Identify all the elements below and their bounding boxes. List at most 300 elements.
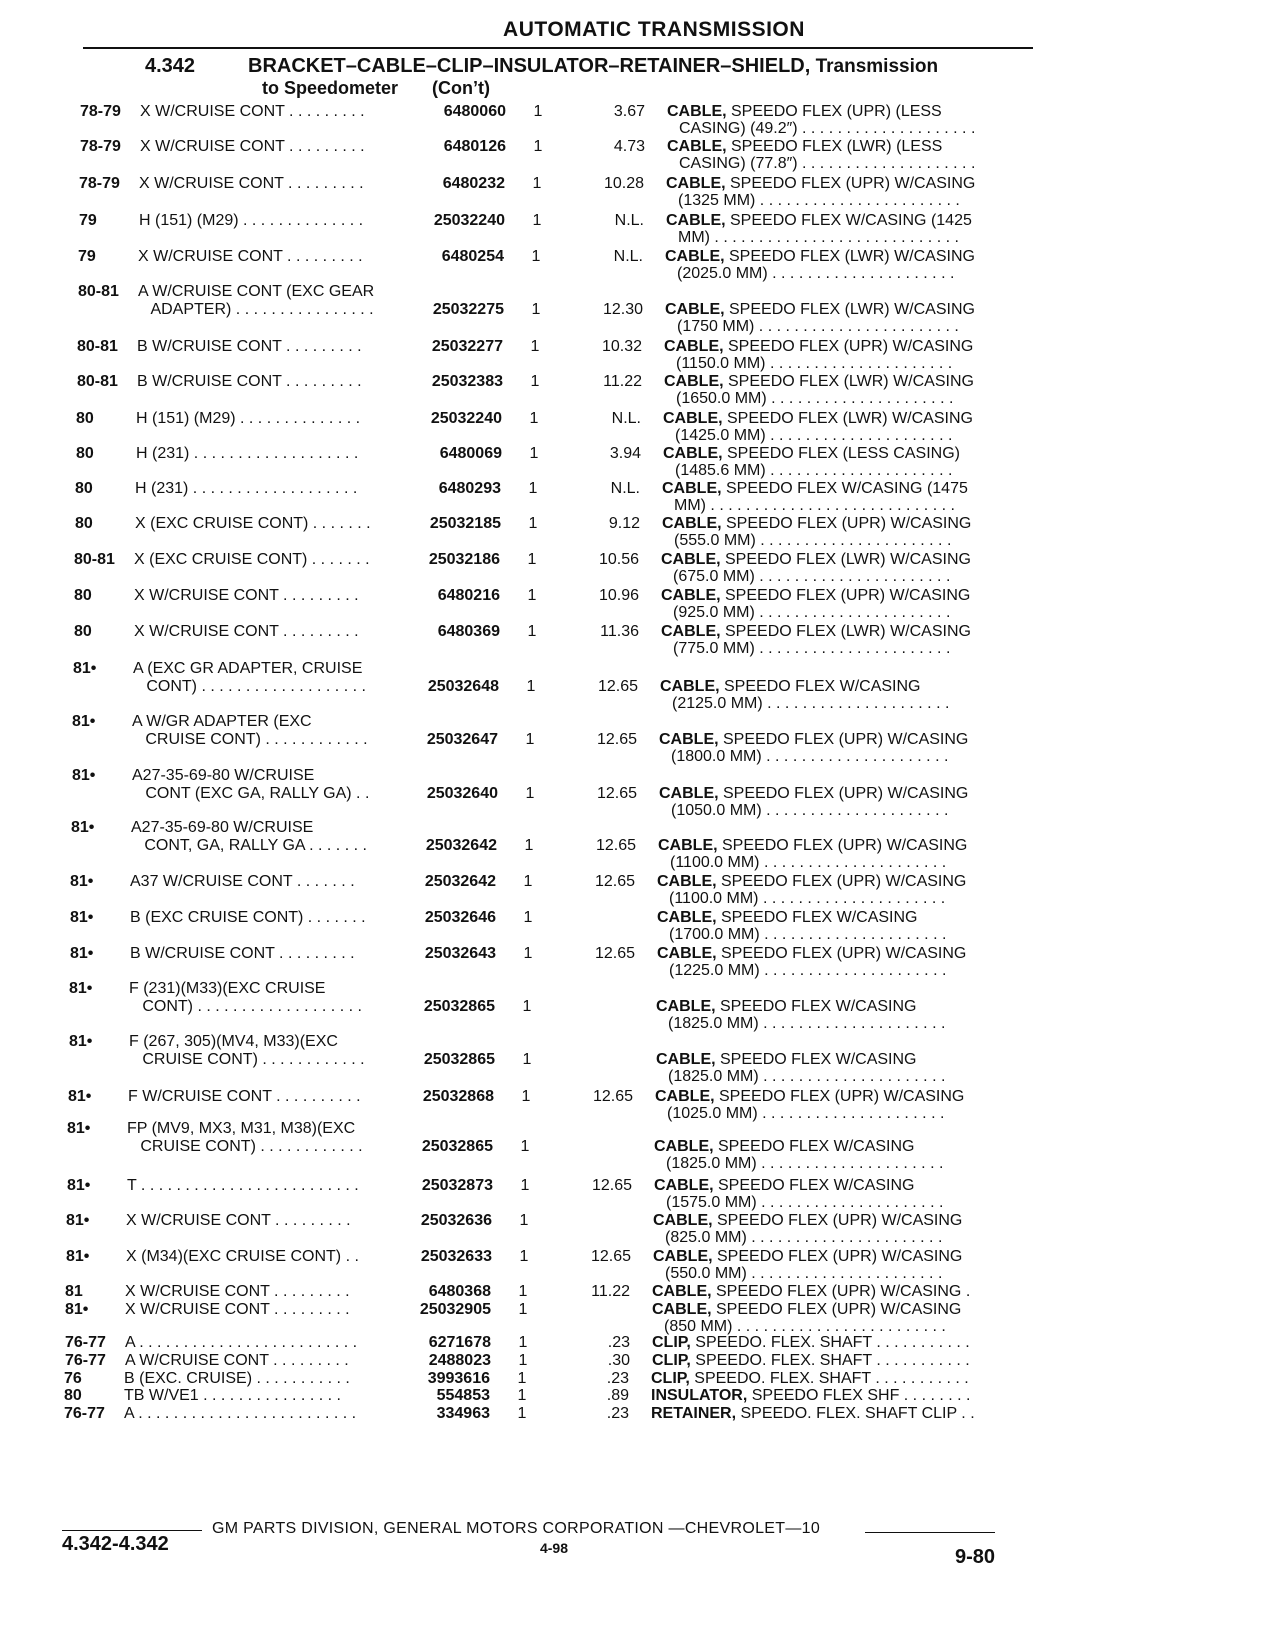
row-year: 81• <box>65 1301 89 1318</box>
row-description <box>666 175 975 193</box>
row-year: 76-77 <box>65 1334 106 1351</box>
row-application: X W/CRUISE CONT . . . . . . . . . <box>126 1212 351 1229</box>
row-description-text: (1825.0 MM) . . . . . . . . . . . . . . . . . . . . . <box>668 1015 946 1032</box>
row-application: CRUISE CONT) . . . . . . . . . . . . <box>127 1138 363 1155</box>
row-quantity: 1 <box>523 945 533 962</box>
row-part-number: 25032642 <box>425 837 497 854</box>
row-price: 12.65 <box>597 678 638 695</box>
row-part-name: CABLE, <box>661 587 721 604</box>
row-quantity: 1 <box>532 175 542 192</box>
row-description-text: (1150.0 MM) . . . . . . . . . . . . . . . . . . . . . <box>676 355 953 372</box>
row-description-text: (1825.0 MM) . . . . . . . . . . . . . . . . . . . . . <box>666 1155 944 1172</box>
row-price: 3.94 <box>609 445 641 462</box>
row-quantity: 1 <box>521 1088 531 1105</box>
row-description <box>661 623 971 641</box>
row-year: 79 <box>78 248 96 265</box>
row-description <box>659 731 968 749</box>
row-application: A . . . . . . . . . . . . . . . . . . . . . . . . . <box>125 1334 358 1351</box>
row-description <box>666 1194 943 1212</box>
row-description <box>651 1387 970 1405</box>
row-application: H (231) . . . . . . . . . . . . . . . . . . . <box>135 480 358 497</box>
row-description <box>676 390 953 408</box>
footer-publisher: GM PARTS DIVISION, GENERAL MOTORS CORPORATION —CHEVROLET—10 <box>212 1520 821 1537</box>
row-description <box>651 1405 975 1423</box>
row-application: A W/CRUISE CONT (EXC GEAR <box>138 283 375 300</box>
row-application: A W/CRUISE CONT . . . . . . . . . <box>125 1352 349 1369</box>
row-price: 12.65 <box>594 873 635 890</box>
row-description <box>657 945 966 963</box>
row-part-number: 25032642 <box>424 873 496 890</box>
row-description <box>676 355 952 373</box>
row-part-number: 6480369 <box>437 623 500 640</box>
row-description <box>666 212 972 230</box>
row-year: 81• <box>66 1212 90 1229</box>
row-part-number: 334963 <box>436 1405 490 1422</box>
row-year: 81• <box>68 1088 92 1105</box>
row-part-number: 6480216 <box>437 587 500 604</box>
row-part-number: 25032873 <box>421 1177 493 1194</box>
row-description-text: SPEEDO FLEX (UPR) (LESS <box>726 103 942 120</box>
row-quantity: 1 <box>518 1334 528 1351</box>
footer-rule-right <box>865 1532 995 1533</box>
row-part-number: 6480368 <box>428 1283 491 1300</box>
row-price: 11.36 <box>600 623 639 640</box>
row-year: 80 <box>64 1387 82 1404</box>
row-description <box>675 462 952 480</box>
row-description-text: (1100.0 MM) . . . . . . . . . . . . . . . . . . . . . <box>669 890 946 907</box>
row-description <box>666 1155 943 1173</box>
row-part-number: 25032185 <box>429 515 501 532</box>
row-part-number: 25032240 <box>430 410 502 427</box>
row-price: N.L. <box>614 212 644 229</box>
row-year: 81• <box>66 1248 90 1265</box>
row-part-name: CABLE, <box>653 1212 713 1229</box>
row-price: 12.65 <box>596 731 637 748</box>
row-description <box>671 748 948 766</box>
row-year: 76-77 <box>65 1352 106 1369</box>
row-application: B W/CRUISE CONT . . . . . . . . . <box>137 373 362 390</box>
row-description-text: SPEEDO FLEX (LESS CASING) <box>722 445 960 462</box>
row-description <box>654 1177 915 1195</box>
row-description-text: SPEEDO FLEX (LWR) (LESS <box>726 138 943 155</box>
row-part-number: 6480254 <box>441 248 504 265</box>
row-quantity: 1 <box>531 301 541 318</box>
row-part-name: CABLE, <box>667 103 727 120</box>
row-description-text: (2125.0 MM) . . . . . . . . . . . . . . . . . . . . . <box>672 695 950 712</box>
row-description <box>673 640 950 658</box>
row-description-text: SPEEDO FLEX (UPR) W/CASING <box>721 515 972 532</box>
row-description <box>665 248 975 266</box>
row-description-text: SPEEDO FLEX W/CASING (1475 <box>721 480 968 497</box>
row-part-name: CABLE, <box>667 138 727 155</box>
row-year: 78-79 <box>80 103 121 120</box>
row-part-name: CLIP, <box>652 1334 691 1351</box>
row-quantity: 1 <box>531 248 541 265</box>
row-description <box>653 1248 962 1266</box>
row-application: X W/CRUISE CONT . . . . . . . . . <box>138 248 363 265</box>
row-application: F (231)(M33)(EXC CRUISE <box>129 980 326 997</box>
row-application: F (267, 305)(MV4, M33)(EXC <box>129 1033 338 1050</box>
row-part-name: CABLE, <box>663 445 723 462</box>
row-description-text: SPEEDO FLEX (LWR) W/CASING <box>724 248 975 265</box>
row-description <box>678 192 960 210</box>
row-year: 81• <box>70 909 94 926</box>
row-price: 10.28 <box>603 175 644 192</box>
row-description <box>673 568 950 586</box>
row-application: FP (MV9, MX3, M31, M38)(EXC <box>127 1120 356 1137</box>
section-continued: (Con’t) <box>432 78 491 98</box>
row-year: 76-77 <box>64 1405 105 1422</box>
row-year: 78-79 <box>79 175 120 192</box>
row-quantity: 1 <box>517 1405 527 1422</box>
section-title-rest: Transmission <box>810 56 939 77</box>
row-description-text: SPEEDO FLEX (UPR) W/CASING <box>712 1212 963 1229</box>
row-part-number: 25032186 <box>428 551 500 568</box>
row-description <box>652 1283 970 1301</box>
row-price: 4.73 <box>613 138 645 155</box>
row-description-text: (1100.0 MM) . . . . . . . . . . . . . . . . . . . . . <box>670 854 947 871</box>
row-part-number: 25032640 <box>426 785 498 802</box>
row-description-text: SPEEDO FLEX (LWR) W/CASING <box>720 551 971 568</box>
row-description <box>656 998 917 1016</box>
row-description-text: (555.0 MM) . . . . . . . . . . . . . . . . . . . . . . <box>674 532 952 549</box>
row-description <box>669 962 946 980</box>
row-year: 78-79 <box>80 138 121 155</box>
row-year: 80 <box>75 515 93 532</box>
row-part-number: 25032277 <box>431 338 503 355</box>
row-application: X W/CRUISE CONT . . . . . . . . . <box>140 103 365 120</box>
row-application: X W/CRUISE CONT . . . . . . . . . <box>140 138 365 155</box>
row-description <box>674 497 955 515</box>
row-description <box>659 785 968 803</box>
row-application: X W/CRUISE CONT . . . . . . . . . <box>125 1301 350 1318</box>
row-description-text: SPEEDO. FLEX. SHAFT . . . . . . . . . . . <box>689 1370 969 1387</box>
row-quantity: 1 <box>517 1370 527 1387</box>
row-description <box>657 909 918 927</box>
row-description <box>656 1051 917 1069</box>
row-description <box>668 1068 945 1086</box>
row-part-name: CABLE, <box>660 678 720 695</box>
row-application: H (151) (M29) . . . . . . . . . . . . . . <box>139 212 364 229</box>
row-description <box>663 410 973 428</box>
row-description <box>661 587 970 605</box>
row-part-name: CABLE, <box>664 338 724 355</box>
row-year: 80 <box>76 445 94 462</box>
row-year: 80 <box>76 410 94 427</box>
row-application: H (231) . . . . . . . . . . . . . . . . . . . <box>136 445 359 462</box>
row-quantity: 1 <box>530 373 540 390</box>
row-part-name: CABLE, <box>654 1177 714 1194</box>
row-quantity: 1 <box>529 410 539 427</box>
row-part-number: 25032383 <box>431 373 503 390</box>
row-description-text: (1700.0 MM) . . . . . . . . . . . . . . . . . . . . . <box>669 926 947 943</box>
row-application: A37 W/CRUISE CONT . . . . . . . <box>130 873 355 890</box>
row-description <box>678 229 959 247</box>
row-application: CONT (EXC GA, RALLY GA) . . <box>132 785 370 802</box>
row-application: H (151) (M29) . . . . . . . . . . . . . . <box>136 410 361 427</box>
row-price: N.L. <box>610 480 640 497</box>
row-description-text: (1225.0 MM) . . . . . . . . . . . . . . . . . . . . . <box>669 962 947 979</box>
row-description <box>664 338 973 356</box>
row-quantity: 1 <box>520 1177 530 1194</box>
row-description <box>673 604 950 622</box>
row-description <box>654 1138 915 1156</box>
row-description-text: SPEEDO FLEX (LWR) W/CASING <box>724 301 975 318</box>
row-quantity: 1 <box>518 1352 528 1369</box>
row-description-text: SPEEDO. FLEX. SHAFT . . . . . . . . . . . <box>690 1352 970 1369</box>
row-part-name: CABLE, <box>657 909 717 926</box>
footer-date-code: 9-80 <box>955 1546 996 1568</box>
row-part-name: CABLE, <box>663 410 723 427</box>
row-part-name: CABLE, <box>662 515 722 532</box>
row-part-name: CABLE, <box>659 731 719 748</box>
row-part-number: 6480126 <box>443 138 506 155</box>
row-application: CONT) . . . . . . . . . . . . . . . . . . . <box>129 998 362 1015</box>
section-subtitle-text: to Speedometer <box>262 78 399 98</box>
row-part-number: 25032633 <box>420 1248 492 1265</box>
row-application: CRUISE CONT) . . . . . . . . . . . . <box>132 731 368 748</box>
row-application: CRUISE CONT) . . . . . . . . . . . . <box>129 1051 365 1068</box>
row-application: F W/CRUISE CONT . . . . . . . . . . <box>128 1088 361 1105</box>
row-description-text: SPEEDO FLEX (UPR) W/CASING <box>725 175 976 192</box>
row-part-name: CABLE, <box>654 1138 714 1155</box>
row-description <box>657 873 966 891</box>
row-description <box>652 1334 970 1352</box>
row-price: 12.30 <box>602 301 643 318</box>
row-description <box>660 678 921 696</box>
row-quantity: 1 <box>529 445 539 462</box>
row-description-text: (825.0 MM) . . . . . . . . . . . . . . . . . . . . . . <box>665 1229 943 1246</box>
row-application: A (EXC GR ADAPTER, CRUISE <box>133 660 363 677</box>
row-part-number: 25032905 <box>419 1301 491 1318</box>
row-description-text: CASING) (77.8″) . . . . . . . . . . . . . . . . . . . . <box>679 155 976 172</box>
row-quantity: 1 <box>530 338 540 355</box>
footer-page-number: 4-98 <box>539 1540 569 1556</box>
row-part-number: 25032636 <box>420 1212 492 1229</box>
row-year: 81• <box>69 980 93 997</box>
row-description-text: SPEEDO FLEX W/CASING (1425 <box>725 212 972 229</box>
row-application: B W/CRUISE CONT . . . . . . . . . <box>137 338 362 355</box>
row-quantity: 1 <box>532 212 542 229</box>
row-year: 76 <box>64 1370 82 1387</box>
row-application: ADAPTER) . . . . . . . . . . . . . . . . <box>138 301 374 318</box>
row-description-text: SPEEDO FLEX W/CASING <box>715 1051 917 1068</box>
row-quantity: 1 <box>520 1138 530 1155</box>
row-description-text: (1485.6 MM) . . . . . . . . . . . . . . . . . . . . . <box>675 462 953 479</box>
row-year: 80-81 <box>78 283 119 300</box>
row-application: X (EXC CRUISE CONT) . . . . . . . <box>134 551 370 568</box>
row-application: CONT, GA, RALLY GA . . . . . . . <box>131 837 367 854</box>
row-description-text: SPEEDO FLEX W/CASING <box>715 998 917 1015</box>
row-description-text: SPEEDO. FLEX. SHAFT . . . . . . . . . . . <box>690 1334 970 1351</box>
row-part-number: 554853 <box>436 1387 490 1404</box>
row-price: N.L. <box>611 410 641 427</box>
row-quantity: 1 <box>523 909 533 926</box>
row-description-text: (675.0 MM) . . . . . . . . . . . . . . . . . . . . . . <box>673 568 951 585</box>
row-part-name: CABLE, <box>652 1301 712 1318</box>
row-description <box>674 532 951 550</box>
row-description-text: (1325 MM) . . . . . . . . . . . . . . . . . . . . . . . <box>678 192 960 209</box>
row-description-text: SPEEDO FLEX (LWR) W/CASING <box>723 373 974 390</box>
row-part-number: 25032648 <box>427 678 499 695</box>
row-part-number: 25032240 <box>433 212 505 229</box>
row-description-text: (925.0 MM) . . . . . . . . . . . . . . . . . . . . . . <box>673 604 951 621</box>
row-year: 80 <box>75 480 93 497</box>
row-price: .23 <box>607 1334 630 1351</box>
row-part-number: 2488023 <box>428 1352 491 1369</box>
row-year: 81• <box>71 819 95 836</box>
section-number: 4.342 <box>145 55 196 77</box>
row-part-name: CABLE, <box>665 248 725 265</box>
row-part-number: 25032865 <box>421 1138 493 1155</box>
row-quantity: 1 <box>526 678 536 695</box>
row-description <box>675 427 952 445</box>
row-description-text: SPEEDO FLEX (UPR) W/CASING <box>716 873 967 890</box>
row-quantity: 1 <box>518 1301 528 1318</box>
row-description-text: (550.0 MM) . . . . . . . . . . . . . . . . . . . . . . <box>665 1265 943 1282</box>
row-description-text: SPEEDO FLEX (UPR) W/CASING . <box>711 1283 971 1300</box>
row-description <box>677 318 959 336</box>
row-price: 12.65 <box>596 785 637 802</box>
row-description <box>652 1301 961 1319</box>
row-quantity: 1 <box>522 1051 532 1068</box>
row-part-name: CLIP, <box>652 1352 691 1369</box>
row-quantity: 1 <box>524 837 534 854</box>
row-description <box>665 301 975 319</box>
row-price: 12.65 <box>591 1177 632 1194</box>
row-description <box>670 854 946 872</box>
row-description <box>652 1352 970 1370</box>
row-part-number: 25032865 <box>423 1051 495 1068</box>
row-quantity: 1 <box>528 480 538 497</box>
row-description-text: SPEEDO FLEX W/CASING <box>716 909 918 926</box>
row-description-text: (775.0 MM) . . . . . . . . . . . . . . . . . . . . . . <box>673 640 951 657</box>
row-description <box>679 120 975 138</box>
row-price: 11.22 <box>591 1283 630 1300</box>
section-title-main: BRACKET–CABLE–CLIP–INSULATOR–RETAINER–SHIELD, <box>248 55 811 77</box>
row-price: N.L. <box>613 248 643 265</box>
row-description-text: SPEEDO FLEX (UPR) W/CASING <box>720 587 971 604</box>
row-price: 10.56 <box>598 551 639 568</box>
row-description <box>669 890 945 908</box>
row-application: X W/CRUISE CONT . . . . . . . . . <box>125 1283 350 1300</box>
row-application: X W/CRUISE CONT . . . . . . . . . <box>139 175 364 192</box>
row-year: 81• <box>73 660 97 677</box>
row-year: 81• <box>72 713 96 730</box>
row-price: 10.96 <box>598 587 639 604</box>
row-part-name: INSULATOR, <box>651 1387 748 1404</box>
row-description-text: (1825.0 MM) . . . . . . . . . . . . . . . . . . . . . <box>668 1068 946 1085</box>
row-price: 3.67 <box>613 103 645 120</box>
row-description-text: SPEEDO FLEX (UPR) W/CASING <box>716 945 967 962</box>
row-year: 80-81 <box>77 373 118 390</box>
row-description-text: SPEEDO FLEX (UPR) W/CASING <box>711 1301 962 1318</box>
footer-section-range: 4.342-4.342 <box>62 1533 169 1555</box>
row-price: .23 <box>606 1370 629 1387</box>
row-description-text: SPEEDO FLEX (UPR) W/CASING <box>718 731 969 748</box>
row-part-number: 25032647 <box>426 731 498 748</box>
row-year: 80-81 <box>77 338 118 355</box>
row-quantity: 1 <box>522 998 532 1015</box>
row-description <box>651 1370 969 1388</box>
row-description-text: (1025.0 MM) . . . . . . . . . . . . . . . . . . . . . <box>667 1105 945 1122</box>
row-quantity: 1 <box>525 731 535 748</box>
row-part-name: CABLE, <box>652 1283 712 1300</box>
row-description <box>664 373 974 391</box>
row-description-text: (1800.0 MM) . . . . . . . . . . . . . . . . . . . . . <box>671 748 949 765</box>
header-title: AUTOMATIC TRANSMISSION <box>503 18 805 41</box>
row-year: 80-81 <box>74 551 115 568</box>
row-part-name: CABLE, <box>662 480 722 497</box>
row-description-text: SPEEDO FLEX W/CASING <box>713 1138 915 1155</box>
row-price: 12.65 <box>592 1088 633 1105</box>
row-description <box>667 138 942 156</box>
row-description-text: SPEEDO FLEX (UPR) W/CASING <box>712 1248 963 1265</box>
row-description-text: SPEEDO FLEX (UPR) W/CASING <box>718 785 969 802</box>
row-year: 80 <box>74 623 92 640</box>
row-part-number: 6480060 <box>443 103 506 120</box>
row-part-name: CABLE, <box>658 837 718 854</box>
row-description-text: (1575.0 MM) . . . . . . . . . . . . . . . . . . . . . <box>666 1194 944 1211</box>
row-application: A W/GR ADAPTER (EXC <box>132 713 312 730</box>
row-description <box>653 1212 962 1230</box>
row-quantity: 1 <box>533 103 543 120</box>
row-part-name: CABLE, <box>661 623 721 640</box>
row-year: 81 <box>65 1283 83 1300</box>
row-description <box>655 1088 964 1106</box>
row-description-text: (1425.0 MM) . . . . . . . . . . . . . . . . . . . . . <box>675 427 953 444</box>
row-application: B (EXC CRUISE CONT) . . . . . . . <box>130 909 366 926</box>
row-part-name: RETAINER, <box>651 1405 737 1422</box>
row-part-name: CABLE, <box>655 1088 715 1105</box>
row-application: A27-35-69-80 W/CRUISE <box>132 767 315 784</box>
row-description <box>672 695 949 713</box>
row-part-number: 25032646 <box>424 909 496 926</box>
row-application: B W/CRUISE CONT . . . . . . . . . <box>130 945 355 962</box>
row-description-text: SPEEDO FLEX (LWR) W/CASING <box>722 410 973 427</box>
row-part-number: 6480069 <box>439 445 502 462</box>
row-part-name: CABLE, <box>666 175 726 192</box>
row-part-name: CABLE, <box>657 873 717 890</box>
row-description <box>668 1015 945 1033</box>
row-quantity: 1 <box>523 873 533 890</box>
row-quantity: 1 <box>517 1387 527 1404</box>
row-part-name: CABLE, <box>665 301 725 318</box>
row-description <box>658 837 967 855</box>
row-description-text: SPEEDO FLEX (UPR) W/CASING <box>714 1088 965 1105</box>
row-price: 10.32 <box>601 338 642 355</box>
row-description-text: MM) . . . . . . . . . . . . . . . . . . . . . . . . . . . . <box>678 229 959 246</box>
row-application: X (M34)(EXC CRUISE CONT) . . <box>126 1248 359 1265</box>
row-quantity: 1 <box>528 515 538 532</box>
row-application: A . . . . . . . . . . . . . . . . . . . . . . . . . <box>124 1405 357 1422</box>
row-year: 81• <box>70 873 94 890</box>
row-year: 81• <box>67 1177 91 1194</box>
row-description <box>662 480 968 498</box>
row-description-text: SPEEDO FLEX SHF . . . . . . . . <box>747 1387 971 1404</box>
footer-rule-left <box>62 1530 202 1531</box>
row-description <box>665 1265 942 1283</box>
row-description <box>679 155 975 173</box>
row-part-number: 25032865 <box>423 998 495 1015</box>
row-application: X W/CRUISE CONT . . . . . . . . . <box>134 587 359 604</box>
row-part-name: CABLE, <box>666 212 726 229</box>
row-price: 9.12 <box>608 515 640 532</box>
row-year: 80 <box>74 587 92 604</box>
row-quantity: 1 <box>533 138 543 155</box>
row-part-name: CABLE, <box>656 1051 716 1068</box>
row-part-name: CABLE, <box>664 373 724 390</box>
